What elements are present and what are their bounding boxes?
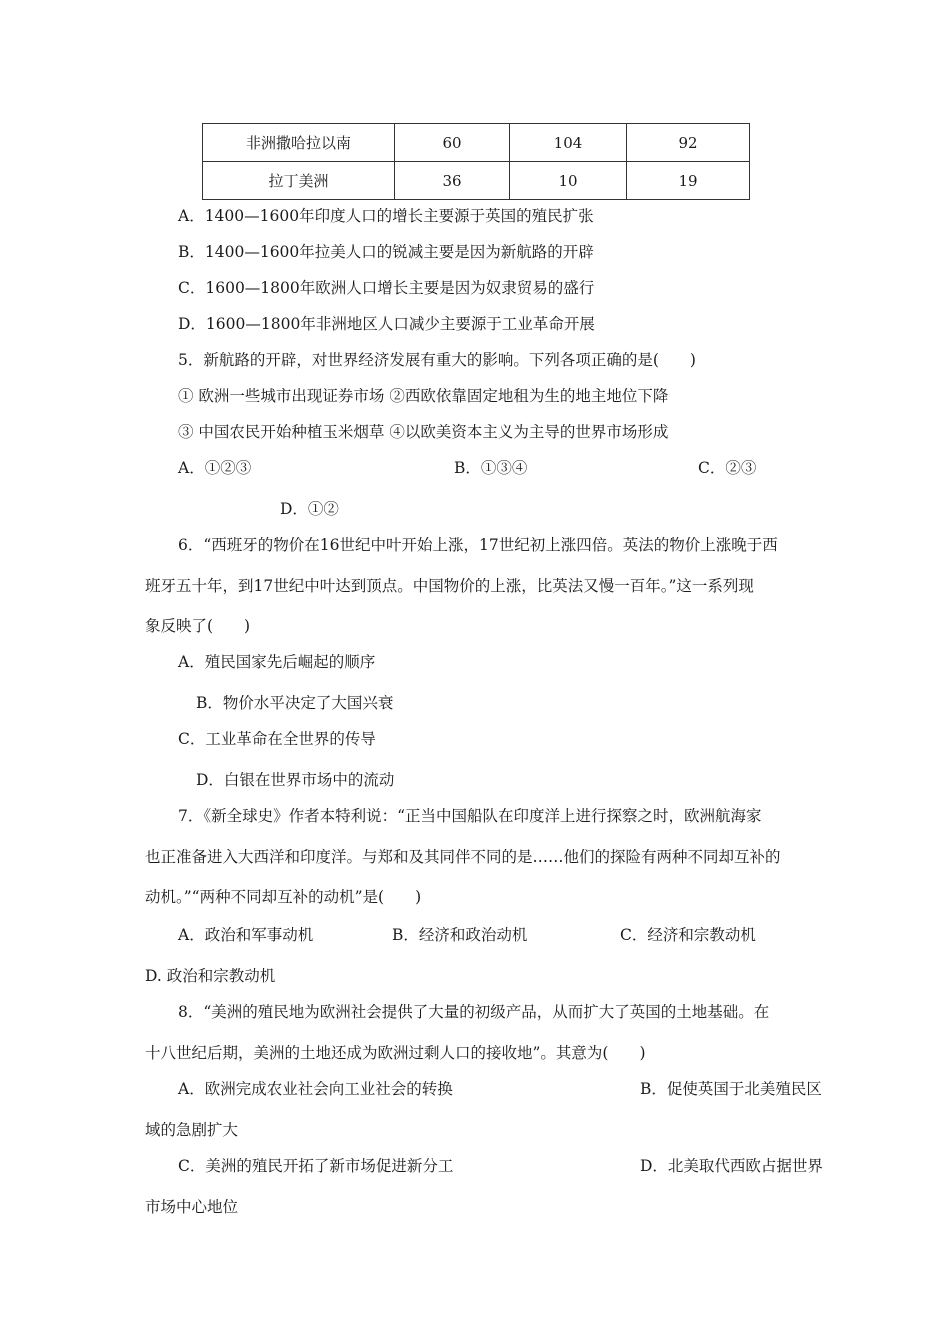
- q6-option-b: B．物价水平决定了大国兴衰: [196, 694, 394, 712]
- q6-stem-line-2: 班牙五十年，到17世纪中叶达到顶点。中国物价的上涨，比英法又慢一百年。”这一系列现: [145, 577, 754, 595]
- table-cell: 拉丁美洲: [203, 162, 395, 200]
- q4-option-b: B．1400—1600年拉美人口的锐减主要是因为新航路的开辟: [178, 243, 594, 261]
- q8-option-d-part-2: 市场中心地位: [145, 1198, 239, 1216]
- q4-option-d: D．1600—1800年非洲地区人口减少主要源于工业革命开展: [178, 315, 595, 333]
- q6-option-d: D．白银在世界市场中的流动: [196, 771, 395, 789]
- q4-option-c: C．1600—1800年欧洲人口增长主要是因为奴隶贸易的盛行: [178, 279, 595, 297]
- q5-option-a: A．①②③: [178, 459, 252, 477]
- q6-stem-line-1: 6．“西班牙的物价在16世纪中叶开始上涨，17世纪初上涨四倍。英法的物价上涨晚于西: [178, 536, 778, 554]
- q4-option-a: A．1400—1600年印度人口的增长主要源于英国的殖民扩张: [178, 207, 594, 225]
- q8-option-b-part-1: B．促使英国于北美殖民区: [640, 1080, 822, 1098]
- q5-option-c: C．②③: [698, 459, 757, 477]
- q7-stem-line-2: 也正准备进入大西洋和印度洋。与郑和及其同伴不同的是……他们的探险有两种不同却互补的: [145, 848, 781, 866]
- population-table: [202, 123, 750, 200]
- q8-option-a: A．欧洲完成农业社会向工业社会的转换: [178, 1080, 453, 1098]
- q7-stem-line-3: 动机。”“两种不同却互补的动机”是( ): [145, 888, 422, 906]
- q5-stem: 5．新航路的开辟，对世界经济发展有重大的影响。下列各项正确的是( ): [178, 351, 696, 369]
- table-row: [203, 124, 750, 162]
- q5-items-line-2: ③ 中国农民开始种植玉米烟草 ④以欧美资本主义为主导的世界市场形成: [178, 423, 669, 441]
- table-cell: 60: [395, 124, 510, 162]
- q5-items-line-1: ① 欧洲一些城市出现证券市场 ②西欧依靠固定地租为生的地主地位下降: [178, 387, 669, 405]
- q5-option-d: D．①②: [280, 500, 339, 518]
- table-cell: 92: [627, 124, 750, 162]
- q6-stem-line-3: 象反映了( ): [145, 617, 251, 635]
- q7-option-a: A．政治和军事动机: [178, 926, 314, 944]
- q8-option-d-part-1: D．北美取代西欧占据世界: [640, 1157, 823, 1175]
- table-cell: 36: [395, 162, 510, 200]
- q5-option-b: B．①③④: [454, 459, 528, 477]
- table-cell: 10: [510, 162, 627, 200]
- table-cell: 19: [627, 162, 750, 200]
- table-cell: 104: [510, 124, 627, 162]
- q7-stem-line-1: 7．《新全球史》作者本特利说：“正当中国船队在印度洋上进行探察之时，欧洲航海家: [178, 807, 762, 825]
- q8-stem-line-2: 十八世纪后期，美洲的土地还成为欧洲过剩人口的接收地”。其意为( ): [145, 1044, 646, 1062]
- q7-option-d: D. 政治和宗教动机: [145, 967, 276, 985]
- table-cell: 非洲撒哈拉以南: [203, 124, 395, 162]
- q7-option-b: B．经济和政治动机: [392, 926, 528, 944]
- q8-option-c: C．美洲的殖民开拓了新市场促进新分工: [178, 1157, 454, 1175]
- q8-option-b-part-2: 域的急剧扩大: [145, 1121, 239, 1139]
- q8-stem-line-1: 8．“美洲的殖民地为欧洲社会提供了大量的初级产品，从而扩大了英国的土地基础。在: [178, 1003, 770, 1021]
- q6-option-c: C．工业革命在全世界的传导: [178, 730, 376, 748]
- q6-option-a: A．殖民国家先后崛起的顺序: [178, 653, 376, 671]
- table-row: [203, 162, 750, 200]
- q7-option-c: C．经济和宗教动机: [620, 926, 756, 944]
